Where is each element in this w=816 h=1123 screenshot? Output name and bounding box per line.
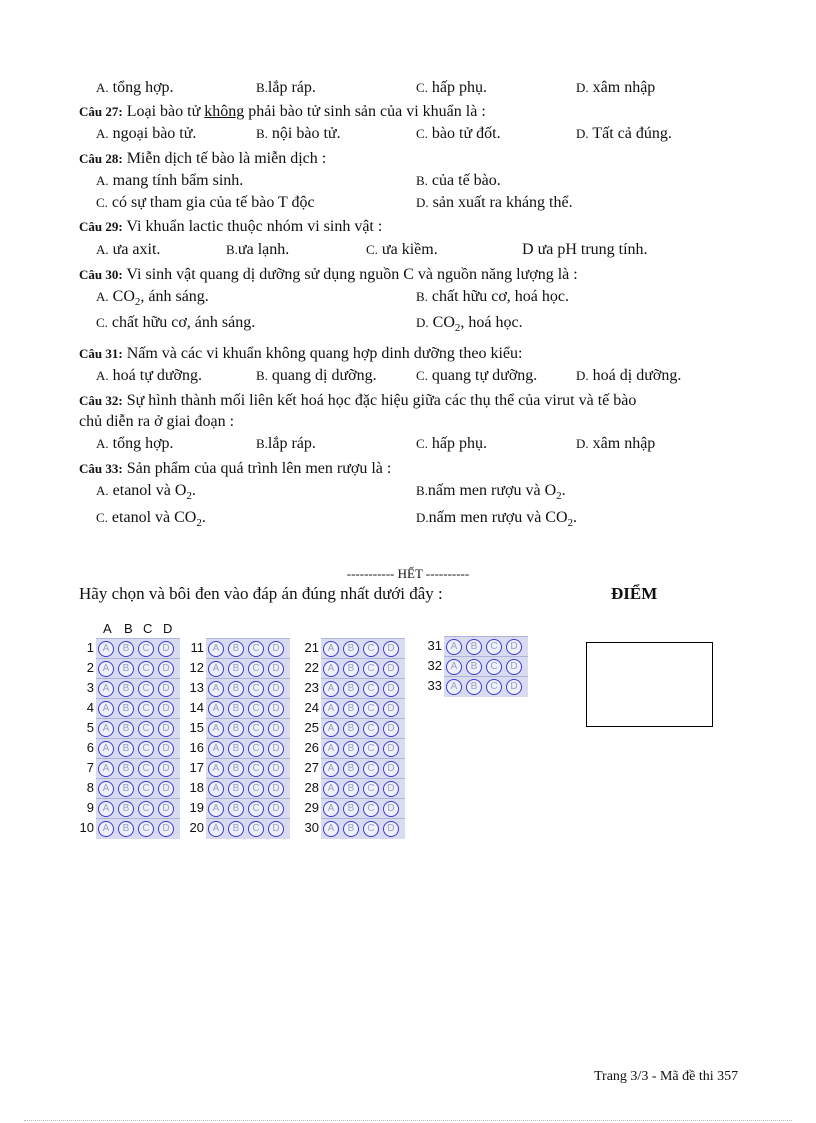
answer-row-number: 11 — [190, 640, 204, 655]
answer-row-11 — [188, 638, 294, 658]
answer-grid-31-33 — [426, 636, 532, 696]
answer-bubble-27-c[interactable]: C — [363, 761, 379, 777]
answer-bubble-17-a[interactable]: A — [208, 761, 224, 777]
answer-bubble-2-d[interactable]: D — [158, 661, 174, 677]
answer-bubble-22-c[interactable]: C — [363, 661, 379, 677]
answer-row-27 — [303, 758, 409, 778]
answer-row-number: 33 — [427, 678, 442, 693]
answer-row-22 — [303, 658, 409, 678]
q29-option-a: A. ưa axit. — [96, 241, 161, 258]
answer-bubble-9-d[interactable]: D — [158, 801, 174, 817]
answer-row-cells — [321, 658, 405, 679]
answer-row-10 — [78, 818, 184, 838]
answer-row-cells — [96, 758, 180, 779]
answer-bubble-18-c[interactable]: C — [248, 781, 264, 797]
answer-row-number: 8 — [86, 780, 94, 795]
q28-option-d: D. sản xuất ra kháng thể. — [416, 194, 573, 211]
answer-bubble-12-a[interactable]: A — [208, 661, 224, 677]
q28-option-b: B. của tế bào. — [416, 172, 501, 189]
answer-bubble-18-a[interactable]: A — [208, 781, 224, 797]
answer-grid-1-10 — [78, 638, 184, 838]
answer-bubble-23-b[interactable]: B — [343, 681, 359, 697]
answer-row-cells — [321, 718, 405, 739]
q28-stem: Câu 28: Miễn dịch tế bào là miễn dịch : — [79, 150, 327, 167]
answer-row-number: 1 — [86, 640, 94, 655]
answer-bubble-6-d[interactable]: D — [158, 741, 174, 757]
answer-bubble-10-c[interactable]: C — [138, 821, 154, 837]
answer-bubble-20-d[interactable]: D — [268, 821, 284, 837]
q32-option-a: A. tổng hợp. — [96, 435, 174, 452]
q27-stem: Câu 27: Loại bào tử không phải bào tử sinh sản của vi khuẩn là : — [79, 103, 486, 120]
answer-row-number: 21 — [304, 640, 319, 655]
answer-row-cells — [206, 698, 290, 719]
answer-bubble-15-b[interactable]: B — [228, 721, 244, 737]
answer-row-29 — [303, 798, 409, 818]
answer-row-3 — [78, 678, 184, 698]
answer-row-number: 30 — [304, 820, 319, 835]
answer-row-17 — [188, 758, 294, 778]
answer-row-cells — [96, 638, 180, 659]
answer-bubble-8-a[interactable]: A — [98, 781, 114, 797]
answer-bubble-31-b[interactable]: B — [466, 639, 482, 655]
answer-bubble-23-a[interactable]: A — [323, 681, 339, 697]
answer-row-8 — [78, 778, 184, 798]
answer-bubble-29-c[interactable]: C — [363, 801, 379, 817]
q33-option-a: A. etanol và $O_2$. — [96, 482, 196, 502]
answer-bubble-32-c[interactable]: C — [486, 659, 502, 675]
answer-bubble-27-d[interactable]: D — [383, 761, 399, 777]
answer-bubble-12-c[interactable]: C — [248, 661, 264, 677]
answer-bubble-8-b[interactable]: B — [118, 781, 134, 797]
answer-bubble-29-d[interactable]: D — [383, 801, 399, 817]
answer-bubble-24-b[interactable]: B — [343, 701, 359, 717]
answer-row-cells — [206, 658, 290, 679]
answer-row-number: 14 — [189, 700, 204, 715]
answer-bubble-6-a[interactable]: A — [98, 741, 114, 757]
q28-option-a: A. mang tính bẩm sinh. — [96, 172, 244, 189]
answer-row-number: 5 — [86, 720, 94, 735]
answer-row-cells — [444, 656, 528, 677]
answer-bubble-27-a[interactable]: A — [323, 761, 339, 777]
answer-row-cells — [321, 678, 405, 699]
answer-row-cells — [206, 798, 290, 819]
answer-bubble-15-d[interactable]: D — [268, 721, 284, 737]
answer-row-13 — [188, 678, 294, 698]
answer-bubble-30-d[interactable]: D — [383, 821, 399, 837]
page-bottom-divider — [24, 1120, 792, 1121]
answer-bubble-5-c[interactable]: C — [138, 721, 154, 737]
answer-row-number: 19 — [189, 800, 204, 815]
answer-row-32 — [426, 656, 532, 676]
answer-row-cells — [206, 758, 290, 779]
answer-bubble-29-a[interactable]: A — [323, 801, 339, 817]
answer-row-cells — [96, 658, 180, 679]
answer-row-number: 18 — [189, 780, 204, 795]
answer-bubble-25-d[interactable]: D — [383, 721, 399, 737]
answer-bubble-18-b[interactable]: B — [228, 781, 244, 797]
answer-bubble-14-c[interactable]: C — [248, 701, 264, 717]
answer-row-25 — [303, 718, 409, 738]
q26-option-a: A. tổng hợp. — [96, 79, 174, 96]
answer-row-24 — [303, 698, 409, 718]
answer-bubble-13-a[interactable]: A — [208, 681, 224, 697]
answer-bubble-11-b[interactable]: B — [228, 641, 244, 657]
answer-row-1 — [78, 638, 184, 658]
answer-row-cells — [96, 698, 180, 719]
end-marker: ----------- HẾT ---------- — [346, 566, 470, 581]
q31-option-c: C. quang tự dưỡng. — [416, 367, 538, 384]
answer-bubble-4-a[interactable]: A — [98, 701, 114, 717]
answer-bubble-7-a[interactable]: A — [98, 761, 114, 777]
answer-row-6 — [78, 738, 184, 758]
answer-bubble-28-b[interactable]: B — [343, 781, 359, 797]
answer-bubble-2-a[interactable]: A — [98, 661, 114, 677]
answer-bubble-13-d[interactable]: D — [268, 681, 284, 697]
answer-row-number: 23 — [304, 680, 319, 695]
answer-bubble-31-a[interactable]: A — [446, 639, 462, 655]
answer-bubble-32-b[interactable]: B — [466, 659, 482, 675]
q27-option-b: B. nội bào tử. — [256, 125, 341, 142]
answer-row-number: 24 — [304, 700, 319, 715]
answer-bubble-5-b[interactable]: B — [118, 721, 134, 737]
answer-bubble-19-c[interactable]: C — [248, 801, 264, 817]
answer-row-14 — [188, 698, 294, 718]
answer-bubble-28-d[interactable]: D — [383, 781, 399, 797]
answer-row-number: 12 — [189, 660, 204, 675]
answer-bubble-26-b[interactable]: B — [343, 741, 359, 757]
answer-bubble-30-a[interactable]: A — [323, 821, 339, 837]
q30-option-b: B. chất hữu cơ, hoá học. — [416, 288, 570, 305]
answer-bubble-33-d[interactable]: D — [506, 679, 522, 695]
answer-bubble-16-c[interactable]: C — [248, 741, 264, 757]
answer-row-28 — [303, 778, 409, 798]
answer-row-cells — [444, 636, 528, 657]
answer-row-5 — [78, 718, 184, 738]
answer-row-16 — [188, 738, 294, 758]
answer-bubble-12-d[interactable]: D — [268, 661, 284, 677]
answer-bubble-10-a[interactable]: A — [98, 821, 114, 837]
answer-row-cells — [206, 678, 290, 699]
answer-bubble-13-c[interactable]: C — [248, 681, 264, 697]
answer-bubble-11-d[interactable]: D — [268, 641, 284, 657]
answer-row-number: 26 — [304, 740, 319, 755]
answer-row-number: 6 — [86, 740, 94, 755]
answer-bubble-7-b[interactable]: B — [118, 761, 134, 777]
q32-stem-cont: chủ diễn ra ở giai đoạn : — [79, 413, 235, 430]
answer-bubble-4-b[interactable]: B — [118, 701, 134, 717]
answer-row-cells — [96, 778, 180, 799]
answer-bubble-6-c[interactable]: C — [138, 741, 154, 757]
q27-option-d: D. Tất cả đúng. — [576, 125, 672, 142]
answer-row-number: 15 — [189, 720, 204, 735]
answer-row-number: 32 — [427, 658, 442, 673]
answer-row-cells — [321, 758, 405, 779]
answer-row-cells — [444, 676, 528, 697]
answer-bubble-26-d[interactable]: D — [383, 741, 399, 757]
answer-row-23 — [303, 678, 409, 698]
answer-row-number: 31 — [427, 638, 442, 653]
answer-bubble-16-b[interactable]: B — [228, 741, 244, 757]
answer-bubble-14-b[interactable]: B — [228, 701, 244, 717]
answer-row-cells — [321, 778, 405, 799]
answer-row-number: 9 — [86, 800, 94, 815]
answer-bubble-9-b[interactable]: B — [118, 801, 134, 817]
answer-bubble-16-a[interactable]: A — [208, 741, 224, 757]
answer-row-cells — [321, 738, 405, 759]
answer-row-cells — [96, 818, 180, 839]
q27-option-a: A. ngoại bào tử. — [96, 125, 197, 142]
answer-bubble-16-d[interactable]: D — [268, 741, 284, 757]
answer-bubble-5-a[interactable]: A — [98, 721, 114, 737]
answer-row-number: 10 — [79, 820, 94, 835]
answer-grid-11-20 — [188, 638, 294, 838]
answer-bubble-20-c[interactable]: C — [248, 821, 264, 837]
answer-bubble-3-d[interactable]: D — [158, 681, 174, 697]
q32-option-b: B.lắp ráp. — [256, 435, 316, 452]
answer-row-number: 25 — [304, 720, 319, 735]
answer-row-number: 20 — [189, 820, 204, 835]
answer-bubble-7-d[interactable]: D — [158, 761, 174, 777]
answer-bubble-11-a[interactable]: A — [208, 641, 224, 657]
answer-row-15 — [188, 718, 294, 738]
answer-bubble-3-c[interactable]: C — [138, 681, 154, 697]
answer-bubble-22-d[interactable]: D — [383, 661, 399, 677]
answer-bubble-24-a[interactable]: A — [323, 701, 339, 717]
answer-bubble-1-b[interactable]: B — [118, 641, 134, 657]
answer-bubble-26-a[interactable]: A — [323, 741, 339, 757]
answer-bubble-30-c[interactable]: C — [363, 821, 379, 837]
answer-row-number: 7 — [86, 760, 94, 775]
answer-row-cells — [206, 778, 290, 799]
answer-bubble-10-d[interactable]: D — [158, 821, 174, 837]
q32-stem: Câu 32: Sự hình thành mối liên kết hoá học đặc hiệu giữa các thụ thể của virut và tế bào — [79, 392, 637, 409]
answer-row-number: 3 — [86, 680, 94, 695]
score-box[interactable] — [586, 642, 713, 727]
q30-stem: Câu 30: Vi sinh vật quang dị dưỡng sử dụng nguồn C và nguồn năng lượng là : — [79, 266, 578, 283]
answer-bubble-20-a[interactable]: A — [208, 821, 224, 837]
answer-bubble-17-c[interactable]: C — [248, 761, 264, 777]
q29-option-d: D ưa pH trung tính. — [522, 241, 648, 258]
answer-row-cells — [321, 818, 405, 839]
answer-bubble-25-c[interactable]: C — [363, 721, 379, 737]
page-footer: Trang 3/3 - Mã đề thi 357 — [594, 1069, 739, 1084]
q33-option-c: C. etanol và $CO_2$. — [96, 509, 206, 529]
answer-row-number: 17 — [189, 760, 204, 775]
answer-bubble-19-d[interactable]: D — [268, 801, 284, 817]
answer-row-number: 13 — [189, 680, 204, 695]
answer-bubble-17-b[interactable]: B — [228, 761, 244, 777]
answer-bubble-20-b[interactable]: B — [228, 821, 244, 837]
answer-bubble-25-a[interactable]: A — [323, 721, 339, 737]
answer-bubble-17-d[interactable]: D — [268, 761, 284, 777]
answer-row-20 — [188, 818, 294, 838]
answer-bubble-18-d[interactable]: D — [268, 781, 284, 797]
answer-bubble-8-d[interactable]: D — [158, 781, 174, 797]
answer-row-26 — [303, 738, 409, 758]
answer-row-cells — [96, 738, 180, 759]
answer-row-number: 4 — [86, 700, 94, 715]
answer-bubble-33-c[interactable]: C — [486, 679, 502, 695]
q33-stem: Câu 33: Sản phẩm của quá trình lên men rượu là : — [79, 460, 392, 477]
answer-bubble-3-b[interactable]: B — [118, 681, 134, 697]
answer-bubble-9-c[interactable]: C — [138, 801, 154, 817]
answer-bubble-31-c[interactable]: C — [486, 639, 502, 655]
answer-bubble-32-d[interactable]: D — [506, 659, 522, 675]
answer-bubble-32-a[interactable]: A — [446, 659, 462, 675]
q30-option-c: C. chất hữu cơ, ánh sáng. — [96, 314, 256, 331]
answer-row-number: 28 — [304, 780, 319, 795]
q26-option-d: D. xâm nhập — [576, 79, 656, 96]
answer-row-cells — [321, 638, 405, 659]
answer-row-cells — [206, 738, 290, 759]
answer-row-cells — [206, 818, 290, 839]
answer-row-cells — [206, 638, 290, 659]
answer-row-2 — [78, 658, 184, 678]
answer-bubble-30-b[interactable]: B — [343, 821, 359, 837]
q26-option-b: B.lắp ráp. — [256, 79, 316, 96]
answer-row-cells — [96, 798, 180, 819]
q31-stem: Câu 31: Nấm và các vi khuẩn không quang hợp dinh dưỡng theo kiểu: — [79, 345, 523, 362]
answer-bubble-12-b[interactable]: B — [228, 661, 244, 677]
answer-row-12 — [188, 658, 294, 678]
answer-row-9 — [78, 798, 184, 818]
q31-option-b: B. quang dị dưỡng. — [256, 367, 377, 384]
answer-bubble-28-c[interactable]: C — [363, 781, 379, 797]
answer-bubble-25-b[interactable]: B — [343, 721, 359, 737]
answer-bubble-31-d[interactable]: D — [506, 639, 522, 655]
answer-bubble-1-d[interactable]: D — [158, 641, 174, 657]
column-d-header: D — [163, 621, 173, 636]
answer-bubble-1-a[interactable]: A — [98, 641, 114, 657]
answer-row-number: 22 — [304, 660, 319, 675]
answer-bubble-8-c[interactable]: C — [138, 781, 154, 797]
answer-row-number: 16 — [189, 740, 204, 755]
answer-bubble-11-c[interactable]: C — [248, 641, 264, 657]
score-label: ĐIỂM — [611, 584, 658, 603]
answer-row-30 — [303, 818, 409, 838]
answer-bubble-26-c[interactable]: C — [363, 741, 379, 757]
answer-bubble-9-a[interactable]: A — [98, 801, 114, 817]
q29-option-c: C. ưa kiềm. — [366, 241, 438, 258]
answer-bubble-4-c[interactable]: C — [138, 701, 154, 717]
answer-bubble-21-c[interactable]: C — [363, 641, 379, 657]
answer-bubble-4-d[interactable]: D — [158, 701, 174, 717]
answer-bubble-2-c[interactable]: C — [138, 661, 154, 677]
q30-option-a: A. $CO_2$, ánh sáng. — [96, 288, 209, 308]
answer-bubble-3-a[interactable]: A — [98, 681, 114, 697]
answer-row-19 — [188, 798, 294, 818]
q31-option-d: D. hoá dị dưỡng. — [576, 367, 682, 384]
answer-bubble-24-d[interactable]: D — [383, 701, 399, 717]
q33-option-b: B.nấm men rượu và $O_2$. — [416, 482, 566, 502]
q29-stem: Câu 29: Vi khuẩn lactic thuộc nhóm vi sinh vật : — [79, 218, 383, 235]
answer-bubble-22-b[interactable]: B — [343, 661, 359, 677]
q27-option-c: C. bào tử đốt. — [416, 125, 501, 142]
answer-bubble-2-b[interactable]: B — [118, 661, 134, 677]
column-c-header: C — [143, 621, 153, 636]
answer-bubble-19-b[interactable]: B — [228, 801, 244, 817]
answer-row-33 — [426, 676, 532, 696]
answer-bubble-1-c[interactable]: C — [138, 641, 154, 657]
q32-option-d: D. xâm nhập — [576, 435, 656, 452]
answer-bubble-23-c[interactable]: C — [363, 681, 379, 697]
q28-option-c: C. có sự tham gia của tế bào T độc — [96, 194, 315, 211]
answer-bubble-13-b[interactable]: B — [228, 681, 244, 697]
q29-option-b: B.ưa lạnh. — [226, 241, 290, 258]
answer-row-cells — [96, 718, 180, 739]
q31-option-a: A. hoá tự dưỡng. — [96, 367, 202, 384]
answer-row-cells — [206, 718, 290, 739]
answer-row-cells — [321, 798, 405, 819]
column-a-header: A — [103, 621, 112, 636]
answer-row-cells — [321, 698, 405, 719]
answer-bubble-14-a[interactable]: A — [208, 701, 224, 717]
answer-bubble-21-a[interactable]: A — [323, 641, 339, 657]
answer-bubble-29-b[interactable]: B — [343, 801, 359, 817]
answer-bubble-14-d[interactable]: D — [268, 701, 284, 717]
answer-row-number: 27 — [304, 760, 319, 775]
answer-row-4 — [78, 698, 184, 718]
answer-bubble-21-b[interactable]: B — [343, 641, 359, 657]
answer-bubble-28-a[interactable]: A — [323, 781, 339, 797]
answer-row-cells — [96, 678, 180, 699]
answer-instruction: Hãy chọn và bôi đen vào đáp án đúng nhất dưới đây : — [79, 584, 443, 603]
answer-bubble-33-b[interactable]: B — [466, 679, 482, 695]
answer-bubble-7-c[interactable]: C — [138, 761, 154, 777]
answer-bubble-23-d[interactable]: D — [383, 681, 399, 697]
answer-bubble-5-d[interactable]: D — [158, 721, 174, 737]
q33-option-d: D.nấm men rượu và $CO_2$. — [416, 509, 578, 529]
answer-row-21 — [303, 638, 409, 658]
answer-bubble-33-a[interactable]: A — [446, 679, 462, 695]
answer-grid-21-30 — [303, 638, 409, 838]
answer-bubble-27-b[interactable]: B — [343, 761, 359, 777]
answer-bubble-15-a[interactable]: A — [208, 721, 224, 737]
answer-bubble-10-b[interactable]: B — [118, 821, 134, 837]
answer-row-7 — [78, 758, 184, 778]
answer-bubble-15-c[interactable]: C — [248, 721, 264, 737]
answer-row-number: 2 — [86, 660, 94, 675]
answer-row-31 — [426, 636, 532, 656]
answer-bubble-24-c[interactable]: C — [363, 701, 379, 717]
answer-row-18 — [188, 778, 294, 798]
q32-option-c: C. hấp phụ. — [416, 435, 488, 452]
q26-option-c: C. hấp phụ. — [416, 79, 488, 96]
answer-bubble-21-d[interactable]: D — [383, 641, 399, 657]
answer-bubble-6-b[interactable]: B — [118, 741, 134, 757]
q30-option-d: D. $CO_2$, hoá học. — [416, 314, 523, 334]
column-b-header: B — [124, 621, 133, 636]
answer-bubble-22-a[interactable]: A — [323, 661, 339, 677]
answer-bubble-19-a[interactable]: A — [208, 801, 224, 817]
answer-row-number: 29 — [304, 800, 319, 815]
